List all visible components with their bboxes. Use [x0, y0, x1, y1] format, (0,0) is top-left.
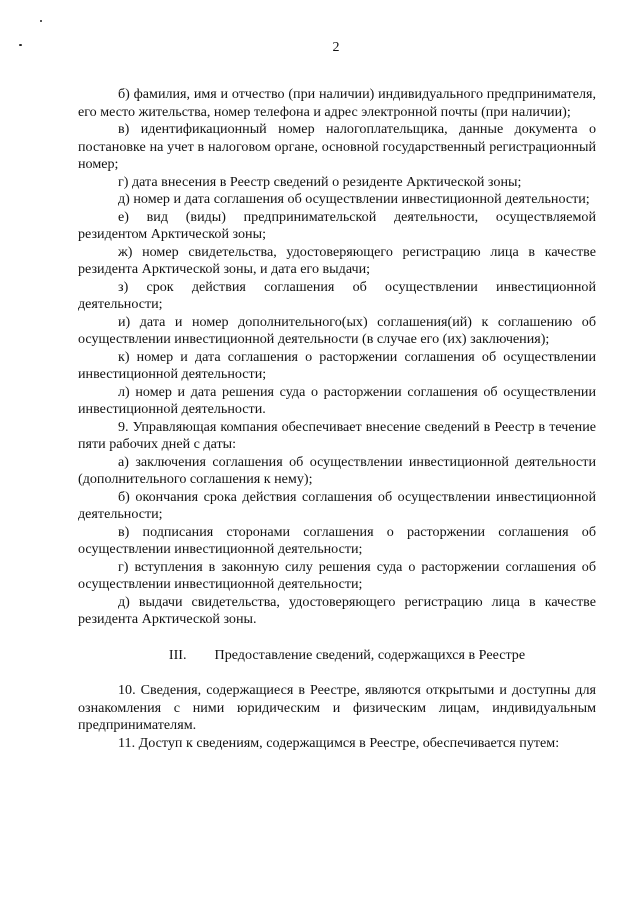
clause-9-item-a: а) заключения соглашения об осуществлении инвестиционной деятельности (дополнительного соглашения к нему); [78, 453, 596, 487]
clause-9-item-b: б) окончания срока действия соглашения об осуществлении инвестиционной деятельности; [78, 488, 596, 522]
clause-11: 11. Доступ к сведениям, содержащимся в Реестре, обеспечивается путем: [118, 734, 560, 751]
list-item-v: в) идентификационный номер налогоплательщика, данные документа о постановке на учет в налоговом органе, основной государственный регистрационный номер; [78, 121, 596, 172]
clause-9-item-v: в) подписания сторонами соглашения о расторжении соглашения об осуществлении инвестиционной деятельности; [78, 523, 596, 557]
list-item-g: г) дата внесения в Реестр сведений о резиденте Арктической зоны; [118, 173, 522, 190]
clause-10: 10. Сведения, содержащиеся в Реестре, являются открытыми и доступны для ознакомления с ними юридическим и физическим лицам, индивидуальным предпринимателям. [78, 682, 596, 733]
list-item-i: и) дата и номер дополнительного(ых) соглашения(ий) к соглашению об осуществлении инвестиционной деятельности (в случае его (их) заключения); [78, 313, 596, 347]
list-item-e: е) вид (виды) предпринимательской деятельности, осуществляемой резидентом Арктической зоны; [78, 208, 596, 242]
page-number: 2 [332, 40, 340, 55]
clause-9: 9. Управляющая компания обеспечивает внесение сведений в Реестр в течение пяти рабочих дней с даты: [78, 418, 596, 452]
document-body [78, 86, 596, 752]
list-item-zh: ж) номер свидетельства, удостоверяющего регистрацию лица в качестве резидента Арктической зоны, и дата его выдачи; [78, 243, 596, 277]
list-item-l: л) номер и дата решения суда о расторжении соглашения об осуществлении инвестиционной деятельности. [78, 383, 596, 417]
clause-9-item-g: г) вступления в законную силу решения суда о расторжении соглашения об осуществлении инвестиционной деятельности; [78, 558, 596, 592]
list-item-d: д) номер и дата соглашения об осуществлении инвестиционной деятельности; [118, 191, 590, 207]
section-heading [78, 647, 596, 665]
clause-9-item-d: д) выдачи свидетельства, удостоверяющего регистрацию лица в качестве резидента Арктической зоны. [78, 593, 596, 627]
scan-speck [40, 20, 42, 22]
list-item-z: з) срок действия соглашения об осуществлении инвестиционной деятельности; [78, 278, 596, 312]
list-item-b: б) фамилия, имя и отчество (при наличии) индивидуального предпринимателя, его место жительства, номер телефона и адрес электронной почты (при наличии); [78, 86, 596, 120]
list-item-k: к) номер и дата соглашения о расторжении соглашения об осуществлении инвестиционной деятельности; [78, 348, 596, 382]
section-number: III. [168, 646, 187, 663]
section-title: Предоставление сведений, содержащихся в Реестре [214, 646, 526, 663]
